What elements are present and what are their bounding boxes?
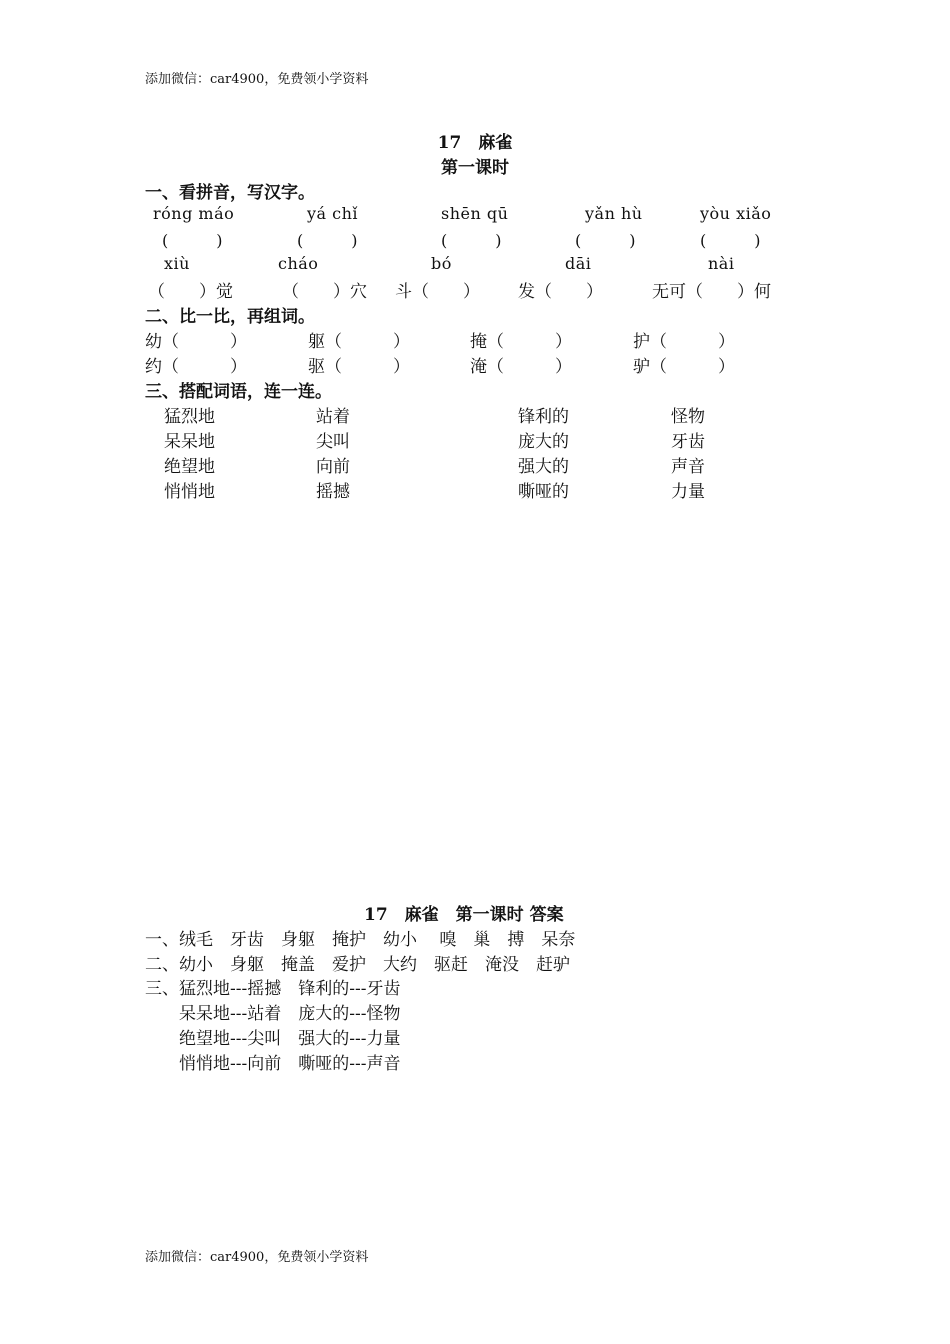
- word-blank[interactable]: 躯（ ）: [308, 332, 410, 352]
- answer-line: 二、幼小 身躯 掩盖 爱护 大约 驱赶 淹没 赶驴: [145, 955, 570, 975]
- pinyin: yá chǐ: [307, 204, 359, 223]
- answer-blank[interactable]: 斗（ ）: [395, 282, 480, 302]
- section-3-heading: 三、搭配词语，连一连。: [145, 382, 332, 402]
- match-word: 锋利的: [518, 407, 569, 427]
- pinyin: yǎn hù: [585, 204, 643, 223]
- match-word: 庞大的: [518, 432, 569, 452]
- answer-line: 呆呆地---站着 庞大的---怪物: [145, 1004, 401, 1024]
- page-header-note: 添加微信：car4900，免费领小学资料: [145, 72, 369, 87]
- match-word: 呆呆地: [164, 432, 215, 452]
- pinyin: bó: [431, 254, 452, 273]
- pinyin: xiù: [164, 254, 190, 273]
- answer-blank[interactable]: （ ）穴: [282, 282, 367, 302]
- answer-blank[interactable]: ( ): [441, 231, 502, 250]
- answer-blank[interactable]: （ ）觉: [148, 282, 233, 302]
- word-blank[interactable]: 约（ ）: [145, 357, 247, 377]
- answer-line: 一、绒毛 牙齿 身躯 掩护 幼小 嗅 巢 搏 呆奈: [145, 930, 576, 950]
- pinyin: cháo: [278, 254, 319, 273]
- match-word: 站着: [316, 407, 350, 427]
- page-footer-note: 添加微信：car4900，免费领小学资料: [145, 1250, 369, 1265]
- pinyin: shēn qū: [441, 204, 509, 223]
- match-word: 声音: [671, 457, 705, 477]
- word-blank[interactable]: 淹（ ）: [470, 357, 572, 377]
- match-word: 向前: [316, 457, 350, 477]
- word-blank[interactable]: 驱（ ）: [308, 357, 410, 377]
- answer-line: 绝望地---尖叫 强大的---力量: [145, 1029, 401, 1049]
- answer-line: 三、猛烈地---摇撼 锋利的---牙齿: [145, 979, 401, 999]
- section-2-heading: 二、比一比，再组词。: [145, 307, 315, 327]
- match-word: 力量: [671, 482, 705, 502]
- match-word: 绝望地: [164, 457, 215, 477]
- match-word: 摇撼: [316, 482, 350, 502]
- match-word: 猛烈地: [164, 407, 215, 427]
- word-blank[interactable]: 幼（ ）: [145, 332, 247, 352]
- lesson-period: 第一课时: [441, 158, 509, 178]
- match-word: 怪物: [671, 407, 705, 427]
- answer-blank[interactable]: ( ): [575, 231, 636, 250]
- answer-blank[interactable]: ( ): [700, 231, 761, 250]
- lesson-title: 17 麻雀: [437, 133, 513, 153]
- pinyin: yòu xiǎo: [700, 204, 772, 223]
- match-word: 强大的: [518, 457, 569, 477]
- pinyin: nài: [708, 254, 735, 273]
- answer-line: 悄悄地---向前 嘶哑的---声音: [145, 1054, 401, 1074]
- answer-blank[interactable]: 无可（ ）何: [652, 282, 771, 302]
- answer-blank[interactable]: ( ): [297, 231, 358, 250]
- pinyin: róng máo: [153, 204, 235, 223]
- match-word: 尖叫: [316, 432, 350, 452]
- answer-blank[interactable]: 发（ ）: [518, 282, 603, 302]
- word-blank[interactable]: 掩（ ）: [470, 332, 572, 352]
- word-blank[interactable]: 护（ ）: [633, 332, 735, 352]
- match-word: 牙齿: [671, 432, 705, 452]
- pinyin: dāi: [565, 254, 592, 273]
- match-word: 嘶哑的: [518, 482, 569, 502]
- match-word: 悄悄地: [164, 482, 215, 502]
- answers-title: 17 麻雀 第一课时 答案: [364, 905, 564, 925]
- word-blank[interactable]: 驴（ ）: [633, 357, 735, 377]
- answer-blank[interactable]: ( ): [162, 231, 223, 250]
- section-1-heading: 一、看拼音，写汉字。: [145, 183, 315, 203]
